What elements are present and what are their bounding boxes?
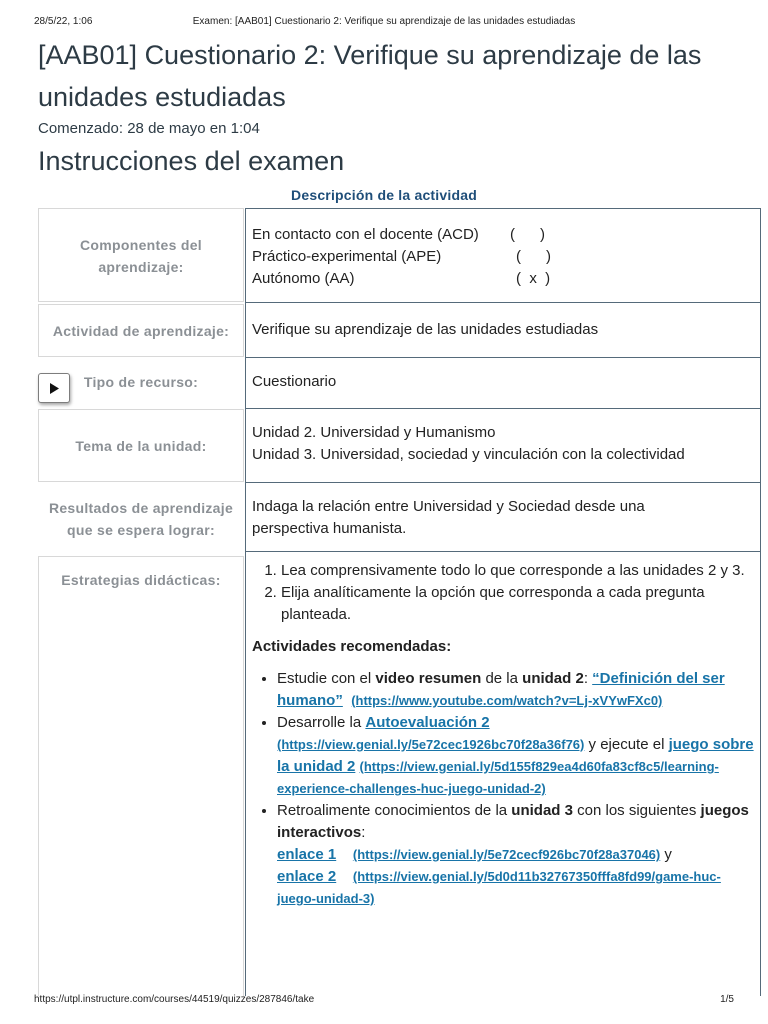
page-number: 1/5 bbox=[720, 994, 734, 1005]
activity-label: Actividad de aprendizaje: bbox=[38, 304, 244, 357]
self-assessment-link[interactable]: Autoevaluación 2 bbox=[365, 714, 490, 731]
link-2[interactable]: enlace 2 bbox=[277, 868, 337, 885]
started-timestamp: Comenzado: 28 de mayo en 1:04 bbox=[38, 120, 260, 137]
components-label: Componentes del aprendizaje: bbox=[38, 208, 244, 302]
print-date: 28/5/22, 1:06 bbox=[34, 16, 93, 27]
activity-item: • Estudie con el video resumen de la unidad 2: “Definición del ser humano” (https://www.youtube.com/watch?v=Lj-xVYwFXc0) bbox=[277, 668, 754, 712]
activity-item: • Retroalimente conocimientos de la unidad 3 con los siguientes juegos interactivos: enlace 1 (https://view.genial.ly/5e72cecf926bc70f28a37046) y enlace 2 (https://view.genial.ly/5d0d11b32767350fffa8fd99/game-huc-juego-unidad-3) bbox=[277, 800, 754, 910]
strategies-label: Estrategias didácticas: bbox=[38, 556, 244, 996]
description-heading: Descripción de la actividad bbox=[291, 187, 477, 203]
component-row: En contacto con el docente (ACD) ( ) bbox=[252, 224, 754, 246]
strategy-step: 2. Elija analíticamente la opción que corresponda a cada pregunta planteada. bbox=[281, 582, 754, 626]
print-header bbox=[34, 16, 734, 30]
topic-line: Unidad 2. Universidad y Humanismo bbox=[252, 424, 496, 441]
strategy-step: 1. Lea comprensivamente todo lo que corresponde a las unidades 2 y 3. bbox=[281, 560, 754, 582]
topic-line: Unidad 3. Universidad, sociedad y vinculación con la colectividad bbox=[252, 446, 685, 463]
link-2-url[interactable]: (https://view.genial.ly/5d0d11b32767350fffa8fd99/game-huc-juego-unidad-3) bbox=[277, 869, 721, 906]
game-unit-2-link[interactable]: juego sobre la unidad 2 bbox=[277, 736, 754, 775]
print-url: https://utpl.instructure.com/courses/44519/quizzes/287846/take bbox=[34, 994, 315, 1005]
game-unit-2-url-link[interactable]: (https://view.genial.ly/5d155f829ea4d60fa83cf8c5/learning-experience-challenges-huc-juego-unidad-2) bbox=[277, 759, 719, 796]
topic-label: Tema de la unidad: bbox=[38, 409, 244, 482]
self-assessment-url-link[interactable]: (https://view.genial.ly/5e72cec1926bc70f28a36f76) bbox=[277, 737, 585, 752]
activities-heading: Actividades recomendadas: bbox=[252, 638, 452, 655]
activities-list bbox=[252, 668, 754, 910]
component-mark: ( x ) bbox=[516, 270, 551, 287]
component-row: Autónomo (AA) ( x ) bbox=[252, 268, 754, 290]
topic-value bbox=[245, 409, 761, 482]
quiz-title: [AAB01] Cuestionario 2: Verifique su aprendizaje de las unidades estudiadas bbox=[38, 40, 702, 112]
resource-label: Tipo de recurso: bbox=[83, 374, 199, 390]
component-mark: ( ) bbox=[516, 248, 551, 265]
activity-item: • Desarrolle la Autoevaluación 2 (https://view.genial.ly/5e72cec1926bc70f28a36f76) y ejecute el juego sobre la unidad 2 (https://view.genial.ly/5d155f829ea4d60fa83cf8c5/learning-experience-challenges-huc-juego-unidad-2) bbox=[277, 712, 754, 800]
resource-value: Cuestionario bbox=[245, 358, 761, 408]
component-row: Práctico-experimental (APE) ( ) bbox=[252, 246, 754, 268]
results-label: Resultados de aprendizaje que se espera lograr: bbox=[48, 500, 234, 538]
activity-value: Verifique su aprendizaje de las unidades estudiadas bbox=[245, 303, 761, 357]
print-footer bbox=[34, 994, 734, 1008]
video-url-link[interactable]: (https://www.youtube.com/watch?v=Lj-xVYwFXc0) bbox=[351, 693, 663, 708]
instructions-heading: Instrucciones del examen bbox=[38, 146, 345, 176]
strategy-steps bbox=[252, 560, 754, 626]
link-1[interactable]: enlace 1 bbox=[277, 846, 337, 863]
components-value bbox=[245, 208, 761, 302]
component-mark: ( ) bbox=[510, 226, 545, 243]
strategies-value bbox=[245, 552, 761, 996]
results-value: Indaga la relación entre Universidad y Sociedad desde una perspectiva humanista. bbox=[245, 483, 761, 551]
video-link[interactable]: “Definición del ser humano” bbox=[277, 670, 725, 709]
print-document-title: Examen: [AAB01] Cuestionario 2: Verifique su aprendizaje de las unidades estudiadas bbox=[192, 16, 576, 27]
link-1-url[interactable]: (https://view.genial.ly/5e72cecf926bc70f28a37046) bbox=[352, 847, 661, 862]
